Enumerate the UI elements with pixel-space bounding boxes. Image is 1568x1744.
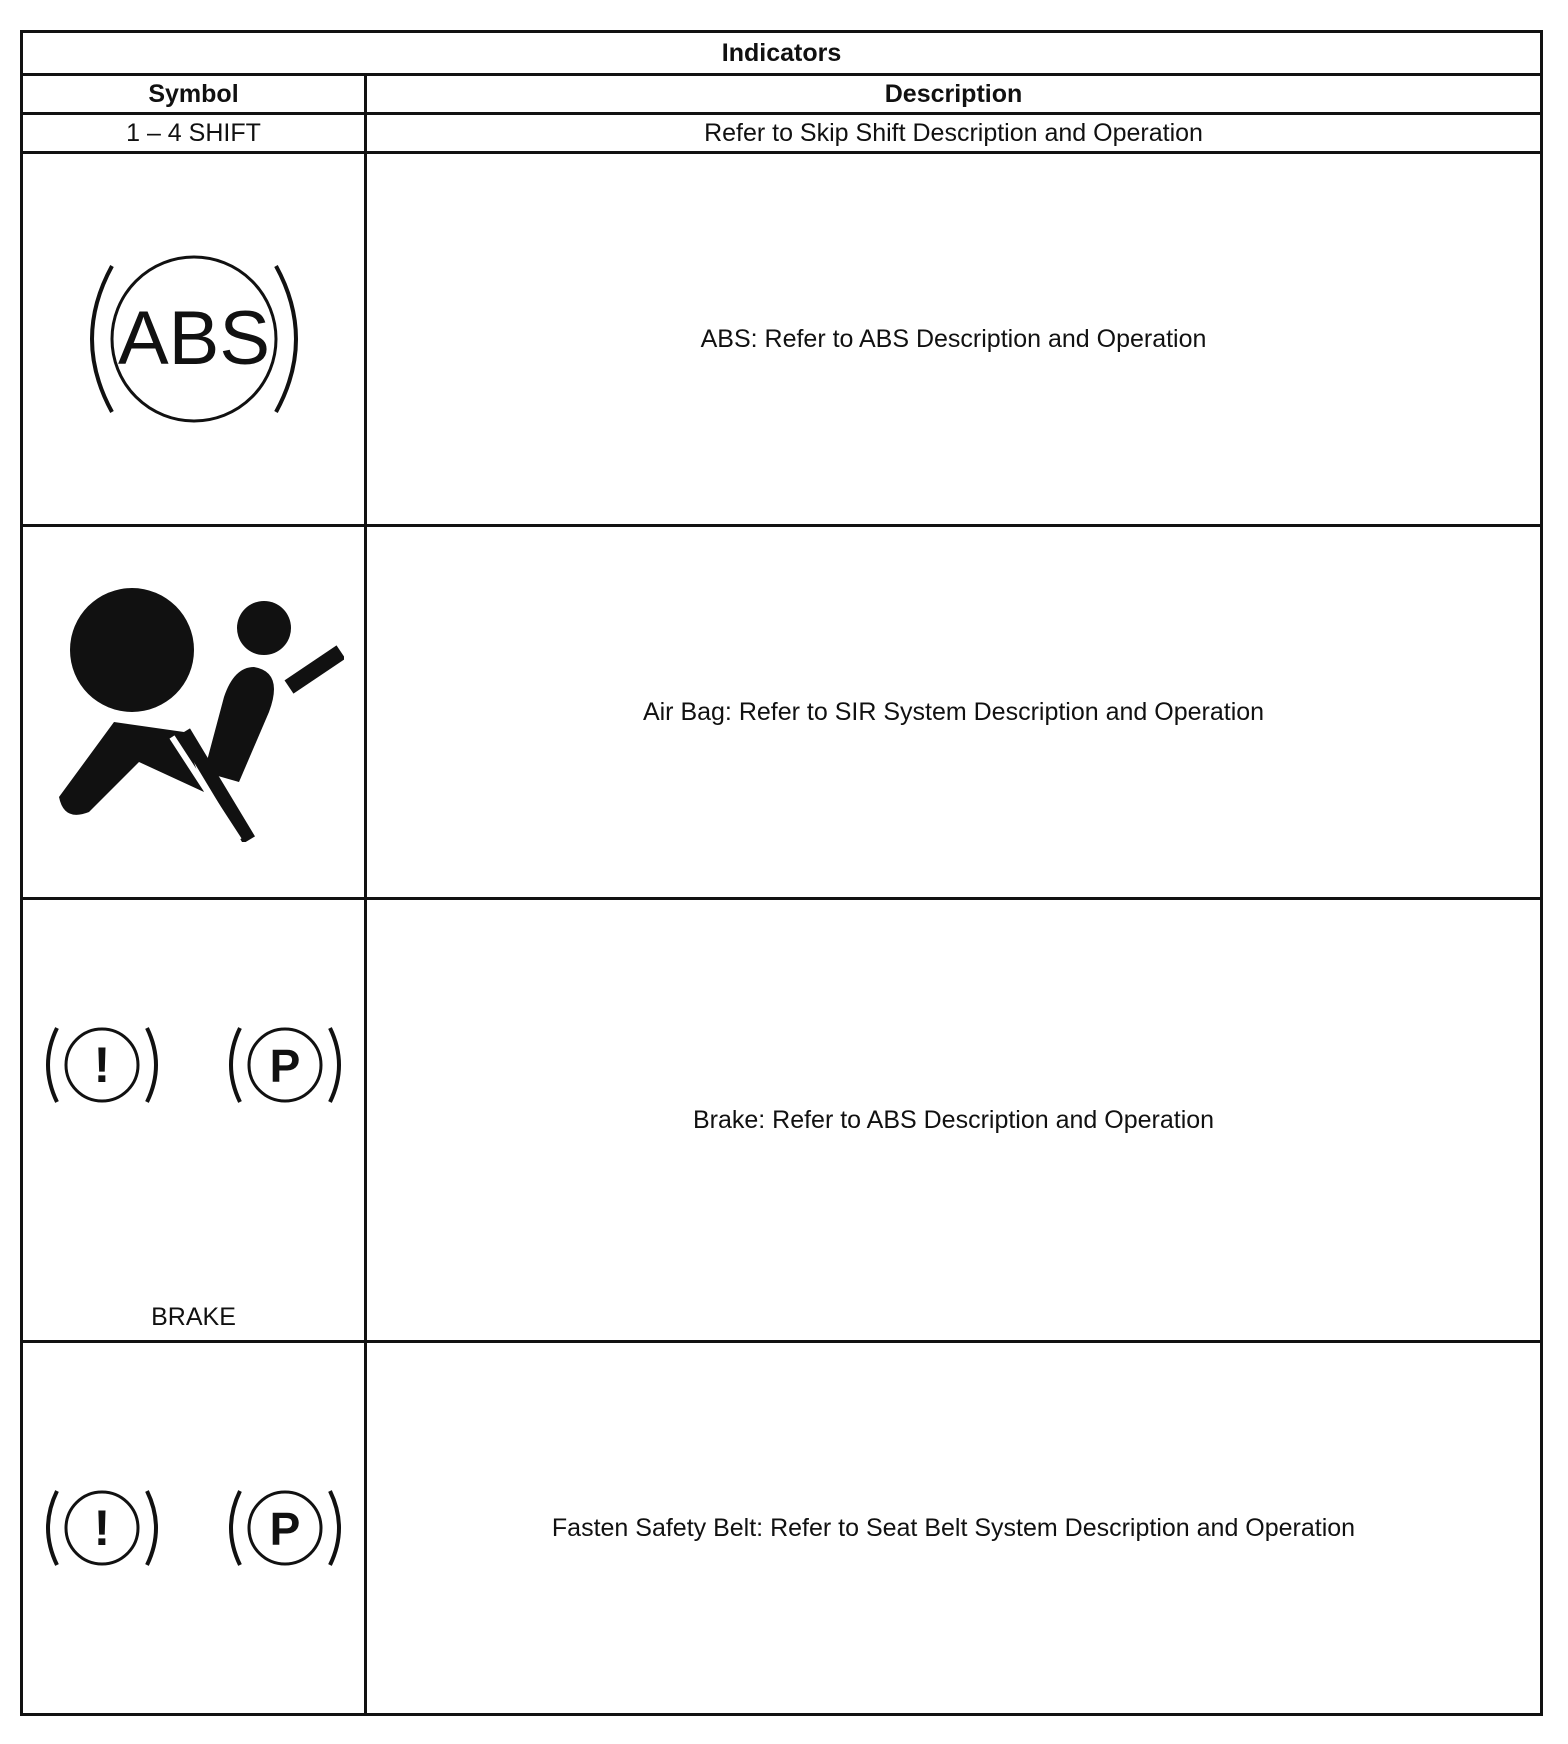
symbol-cell: 1 – 4 SHIFT bbox=[22, 114, 366, 153]
indicators-table bbox=[20, 30, 1543, 1716]
table-row bbox=[22, 114, 1542, 153]
parking-brake-glyph: P bbox=[269, 1040, 301, 1092]
table-row bbox=[22, 526, 1542, 899]
indicators-table-container bbox=[20, 30, 1540, 1716]
symbol-cell bbox=[22, 1342, 366, 1715]
symbol-cell bbox=[22, 899, 366, 1342]
table-header-row bbox=[22, 75, 1542, 114]
table-row bbox=[22, 899, 1542, 1342]
brake-warning-icon bbox=[37, 1020, 167, 1110]
symbol-column-header: Symbol bbox=[22, 75, 366, 114]
brake-caption: BRAKE bbox=[151, 1303, 236, 1331]
symbol-cell bbox=[22, 153, 366, 526]
table-row bbox=[22, 1342, 1542, 1715]
description-cell: Brake: Refer to ABS Description and Operation bbox=[366, 899, 1542, 1342]
parking-brake-glyph: P bbox=[269, 1503, 301, 1555]
table-row bbox=[22, 153, 1542, 526]
description-cell: Refer to Skip Shift Description and Operation bbox=[366, 114, 1542, 153]
brake-warning-glyph: ! bbox=[93, 1500, 111, 1556]
parking-brake-icon bbox=[220, 1020, 350, 1110]
table-title: Indicators bbox=[22, 32, 1542, 75]
description-cell: Fasten Safety Belt: Refer to Seat Belt System Description and Operation bbox=[366, 1342, 1542, 1715]
description-cell: ABS: Refer to ABS Description and Operation bbox=[366, 153, 1542, 526]
airbag-warning-icon bbox=[44, 582, 344, 842]
description-cell: Air Bag: Refer to SIR System Description and Operation bbox=[366, 526, 1542, 899]
brake-icon-group bbox=[23, 1020, 364, 1110]
abs-warning-icon bbox=[74, 244, 314, 434]
description-column-header: Description bbox=[366, 75, 1542, 114]
abs-icon-text: ABS bbox=[117, 296, 270, 381]
parking-brake-icon bbox=[220, 1483, 350, 1573]
brake-warning-icon bbox=[37, 1483, 167, 1573]
belt-icon-group bbox=[23, 1483, 364, 1573]
brake-warning-glyph: ! bbox=[93, 1037, 111, 1093]
symbol-cell bbox=[22, 526, 366, 899]
table-title-row bbox=[22, 32, 1542, 75]
